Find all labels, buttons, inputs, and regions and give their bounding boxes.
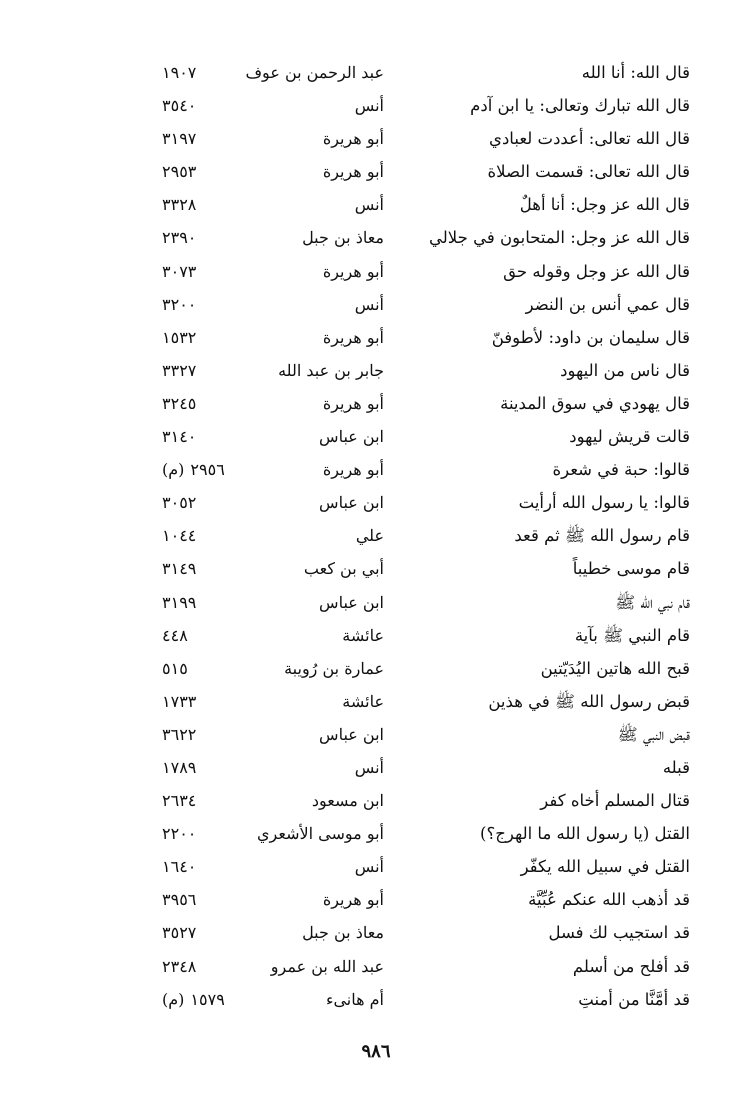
hadith-number: ٢٩٥٣ [162,162,197,182]
index-row [0,685,752,718]
hadith-number: ٣٣٢٨ [162,195,197,215]
index-row [0,453,752,486]
index-row [0,122,752,155]
hadith-number-cell [162,122,258,155]
hadith-opening-text: قال الله تبارك وتعالى: يا ابن آدم [470,96,690,116]
hadith-opening-text: قال الله تعالى: قسمت الصلاة [487,162,690,182]
narrator-name: جابر بن عبد الله [278,360,384,380]
narrator-name: معاذ بن جبل [302,923,384,943]
narrator-name: أبو هريرة [322,460,384,480]
hadith-opening-text: قبض النبي ﷺ [617,724,690,744]
hadith-opening-text: القتل (يا رسول الله ما الهرج؟) [480,824,690,844]
index-row [0,784,752,817]
hadith-number-cell [162,255,258,288]
hadith-number-cell [162,221,258,254]
narrator-name: عائشة [342,625,384,645]
hadith-number-cell [162,784,258,817]
index-row [0,619,752,652]
hadith-number-cell [162,519,258,552]
hadith-number-cell [162,817,258,850]
hadith-number: ٣٩٥٦ [162,890,197,910]
hadith-number-cell [162,89,258,122]
narrator-name: أم هانىء [325,989,384,1009]
hadith-number: ٣١٩٩ [162,592,197,612]
hadith-opening-text: قد أذهب الله عنكم عُبِّيَّة [528,890,690,910]
hadith-number-cell [162,188,258,221]
hadith-number: ٣٣٢٧ [162,360,197,380]
hadith-number: ٢٢٠٠ [162,824,197,844]
hadith-number: ٣٥٢٧ [162,923,197,943]
index-row [0,387,752,420]
hadith-number-cell [162,453,258,486]
narrator-name: أبي بن كعب [303,559,384,579]
index-row [0,586,752,619]
index-row [0,652,752,685]
hadith-number: ١٧٨٩ [162,757,197,777]
hadith-number-cell [162,619,258,652]
hadith-number: ٥١٥ [162,658,188,678]
index-row [0,420,752,453]
narrator-name: عمارة بن رُويبة [284,658,384,678]
hadith-opening-text: قال الله عز وجل: المتحابون في جلالي [429,228,690,248]
narrator-name: أنس [354,857,384,877]
narrator-name: أنس [354,96,384,116]
hadith-number-cell [162,718,258,751]
index-row [0,950,752,983]
hadith-opening-text: قبله [662,757,690,777]
hadith-number-cell [162,155,258,188]
hadith-number: ٣١٤٠ [162,427,197,447]
index-row [0,850,752,883]
hadith-number: ١٥٧٩ [190,989,225,1009]
hadith-number: ٣٦٢٢ [162,724,197,744]
hadith-number: ٢٣٤٨ [162,956,197,976]
hadith-number: ٣٢٤٥ [162,393,197,413]
index-row [0,188,752,221]
index-row [0,916,752,949]
index-row [0,56,752,89]
narrator-name: أبو هريرة [322,890,384,910]
hadith-opening-text: قال الله تعالى: أعددت لعبادي [489,129,690,149]
hadith-opening-text: قالوا: يا رسول الله أرأيت [518,493,690,513]
hadith-number-cell [162,916,258,949]
hadith-opening-text: قالت قريش ليهود [569,427,690,447]
narrator-name: معاذ بن جبل [302,228,384,248]
index-row [0,321,752,354]
hadith-number-cell [162,420,258,453]
narrator-name: أنس [354,195,384,215]
hadith-number-cell [162,552,258,585]
hadith-opening-text: قال سليمان بن داود: لأطوفنّ [491,327,690,347]
narrator-name: علي [355,526,384,546]
hadith-opening-text: قام رسول الله ﷺ ثم قعد [514,526,690,546]
hadith-number-cell [162,850,258,883]
narrator-name: عبد الله بن عمرو [270,956,384,976]
hadith-opening-text: قد أمَّنَّا من أمنتِ [578,989,690,1009]
hadith-opening-text: قال الله عز وجل وقوله حق [503,261,690,281]
hadith-number-cell [162,883,258,916]
narrator-name: أبو هريرة [322,327,384,347]
index-row [0,221,752,254]
hadith-number: ٢٦٣٤ [162,791,197,811]
index-row [0,255,752,288]
hadith-opening-text: قد أفلح من أسلم [572,956,690,976]
index-row [0,817,752,850]
narrator-name: أبو هريرة [322,162,384,182]
hadith-number: ١٠٤٤ [162,526,197,546]
hadith-number: ٣١٤٩ [162,559,197,579]
index-row [0,288,752,321]
muslim-mark: (م) [162,989,185,1009]
narrator-name: أنس [354,757,384,777]
index-row [0,751,752,784]
hadith-number-cell [162,685,258,718]
hadith-number-cell [162,950,258,983]
index-row [0,718,752,751]
hadith-number: ٢٣٩٠ [162,228,197,248]
hadith-opening-text: قد استجيب لك فسل [548,923,690,943]
hadith-number-cell [162,354,258,387]
hadith-number: ١٩٠٧ [162,63,197,82]
index-row [0,983,752,1016]
hadith-number: ١٥٣٢ [162,327,197,347]
narrator-name: أبو هريرة [322,129,384,149]
hadith-number: ٣٢٠٠ [162,294,197,314]
hadith-opening-text: قال عمي أنس بن النضر [525,294,690,314]
index-row [0,519,752,552]
hadith-index-table [0,56,752,1016]
narrator-name: ابن عباس [319,592,384,612]
hadith-opening-text: قال الله عز وجل: أنا أهلٌ [519,195,690,215]
hadith-opening-text: قام النبي ﷺ بآية [574,625,690,645]
hadith-opening-text: قال ناس من اليهود [560,360,690,380]
hadith-number-cell [162,652,258,685]
muslim-mark: (م) [162,460,185,480]
hadith-number: ٤٤٨ [162,625,188,645]
narrator-name: أبو موسى الأشعري [257,824,384,844]
hadith-number-cell [162,56,258,89]
hadith-number-cell [162,486,258,519]
narrator-name: ابن عباس [319,493,384,513]
hadith-number: ٣٠٧٣ [162,261,197,281]
hadith-opening-text: قال يهودي في سوق المدينة [500,393,690,413]
hadith-number: ٢٩٥٦ [190,460,225,480]
hadith-number: ١٦٤٠ [162,857,197,877]
narrator-name: عائشة [342,691,384,711]
narrator-name: ابن عباس [319,724,384,744]
hadith-number: ٣١٩٧ [162,129,197,149]
index-row [0,155,752,188]
hadith-opening-text: قام موسى خطيباً [572,559,690,579]
hadith-opening-text: قتال المسلم أخاه كفر [540,791,690,811]
hadith-number-cell [162,751,258,784]
hadith-opening-text: قالوا: حبة في شعرة [552,460,690,480]
hadith-number: ٣٠٥٢ [162,493,197,513]
narrator-name: أبو هريرة [322,261,384,281]
hadith-opening-text: قبض رسول الله ﷺ في هذين [488,691,690,711]
hadith-number-cell [162,288,258,321]
hadith-number-cell [162,983,258,1016]
narrator-name: ابن عباس [319,427,384,447]
hadith-number-cell [162,321,258,354]
page-number: ٩٨٦ [361,1041,391,1062]
hadith-opening-text: قام نبي الله ﷺ [615,592,690,612]
index-row [0,486,752,519]
hadith-number-cell [162,387,258,420]
index-row [0,354,752,387]
narrator-name: أبو هريرة [322,393,384,413]
index-row [0,552,752,585]
hadith-opening-text: قبح الله هاتين اليُدَيّتين [540,658,690,678]
narrator-name: عبد الرحمن بن عوف [245,63,384,82]
index-row [0,89,752,122]
narrator-name: أنس [354,294,384,314]
hadith-opening-text: قال الله: أنا الله [581,63,690,82]
hadith-opening-text: القتل في سبيل الله يكفّر [520,857,690,877]
hadith-number: ٣٥٤٠ [162,96,197,116]
hadith-number: ١٧٣٣ [162,691,197,711]
hadith-number-cell [162,586,258,619]
index-row [0,883,752,916]
narrator-name: ابن مسعود [311,791,384,811]
